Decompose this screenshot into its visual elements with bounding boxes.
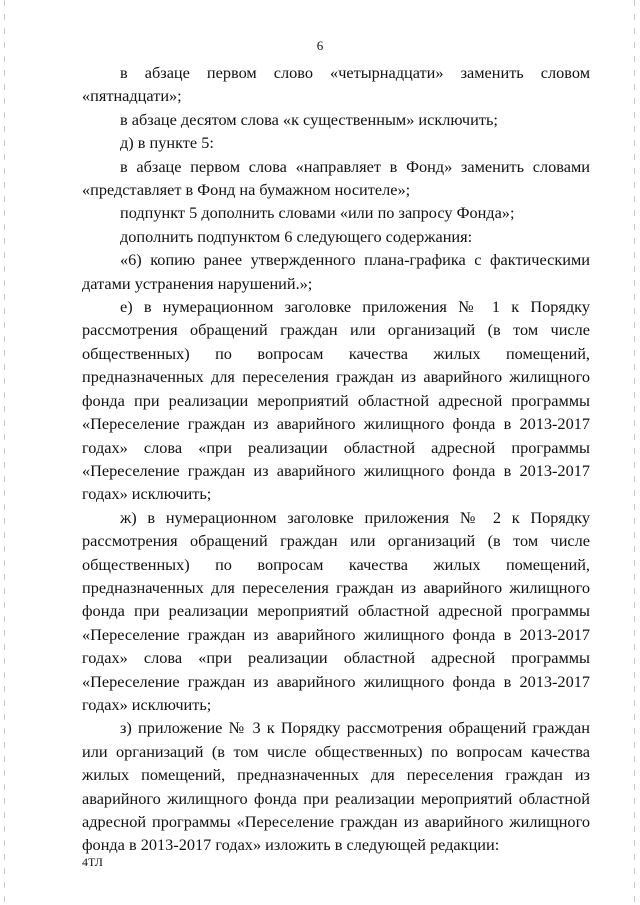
footer-code: 4ТЛ [82,855,103,869]
paragraph-6: дополнить подпунктом 6 следующего содержания: [120,226,473,246]
paragraph-8: е) в нумерационном заголовке приложения № 1 к Порядку рассмотрения обращений граждан или организаций (в том числе общественных) по вопросам качества жилых помещений, предназначенных для переселения граждан из аварийного жилищного фонда при реализации мероприятий областной адресной программы «Переселение граждан из аварийного жилищного фонда в 2013-2017 годах» слова «при реализации областной адресной программы «Переселение граждан из аварийного жилищного фонда в 2013-2017 годах» исключить; [82,297,590,504]
paragraph-2: в абзаце десятом слова «к существенным» исключить; [120,109,498,129]
paragraph-9: ж) в нумерационном заголовке приложения № 2 к Порядку рассмотрения обращений граждан или организаций (в том числе общественных) по вопросам качества жилых помещений, предназначенных для переселения граждан из аварийного жилищного фонда при реализации мероприятий областной адресной программы «Переселение граждан из аварийного жилищного фонда в 2013-2017 годах» слова «при реализации областной адресной программы «Переселение граждан из аварийного жилищного фонда в 2013-2017 годах» исключить; [82,507,590,714]
paragraph-5: подпункт 5 дополнить словами «или по запросу Фонда»; [120,203,515,223]
page-number: 6 [316,38,324,53]
paragraph-10: з) приложение № 3 к Порядку рассмотрения обращений граждан или организаций (в том числе общественных) по вопросам качества жилых помещений, предназначенных для переселения граждан из аварийного жилищного фонда при реализации мероприятий областной адресной программы «Переселение граждан из аварийного жилищного фонда в 2013-2017 годах» изложить в следующей редакции: [82,718,590,855]
paragraph-3: д) в пункте 5: [120,133,214,153]
scan-edge-left [4,0,5,905]
paragraph-4: в абзаце первом слова «направляет в Фонд» заменить словами «представляет в Фонд на бумажном носителе»; [82,156,590,200]
document-body [82,61,590,857]
scan-edge-right [634,0,635,905]
paragraph-1: в абзаце первом слово «четырнадцати» заменить словом «пятнадцати»; [82,63,590,106]
paragraph-7: «6) копию ранее утвержденного плана-графика с фактическими датами устранения нарушений.»; [82,250,590,293]
